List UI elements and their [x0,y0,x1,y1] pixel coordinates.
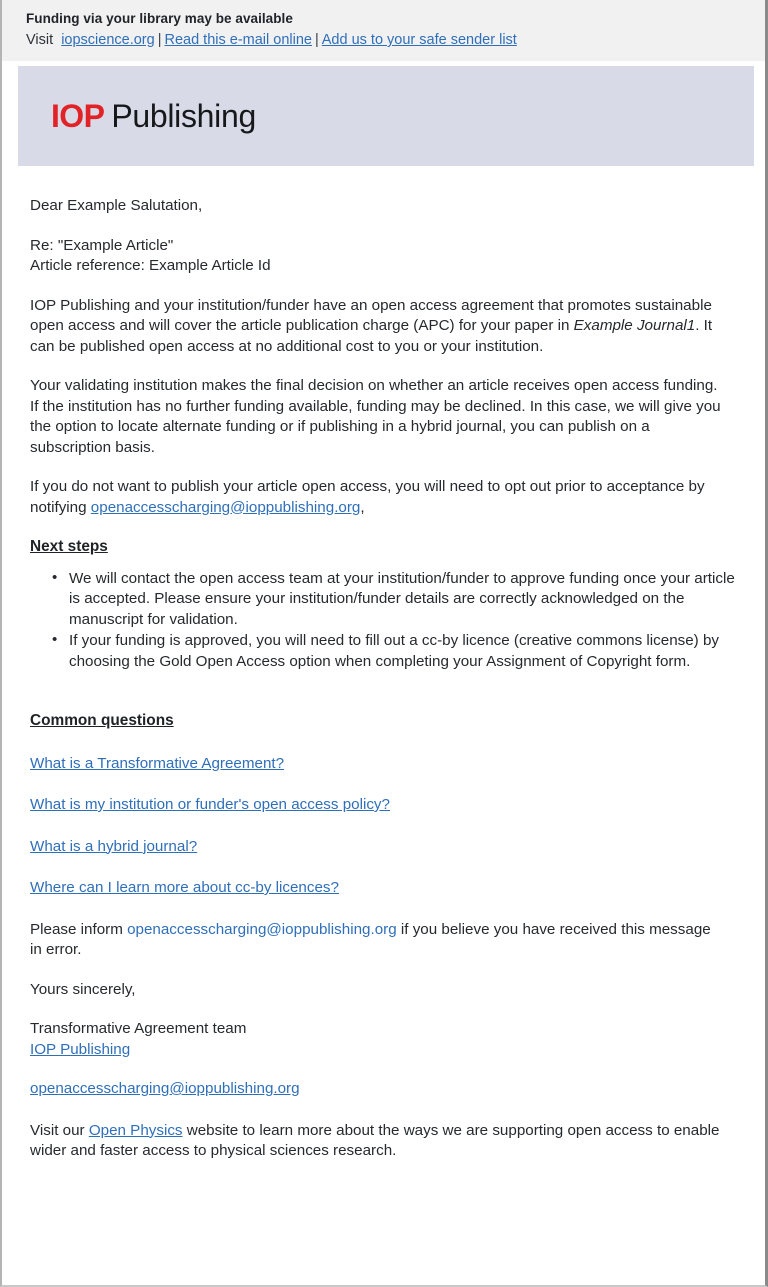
next-steps-list [30,569,741,673]
re-line: Re: "Example Article" [30,236,174,254]
question-link-hybrid-journal[interactable]: What is a hybrid journal? [30,837,198,855]
error-notice-email-link[interactable]: openaccesscharging@ioppublishing.org [127,920,397,938]
email-body [2,166,765,1162]
next-steps-heading: Next steps [30,538,108,555]
question-link-oa-policy[interactable]: What is my institution or funder's open access policy? [30,796,390,813]
logo-iop-text: IOP [51,98,105,134]
validating-institution-paragraph: Your validating institution makes the final decision on whether an article receives open access funding. If the institution has no further funding available, funding may be declined. In this case, we will give you the option to locate alternate funding or if publishing in a hybrid journal, you can publish on a subscription basis. [30,377,721,456]
logo-publishing-text: Publishing [111,98,256,134]
preheader-title: Funding via your library may be available [26,11,293,26]
footer-part1: Visit our [30,1121,89,1139]
footer-paragraph [30,1121,724,1162]
article-reference-line: Article reference: Example Article Id [30,257,271,274]
iop-publishing-link[interactable]: IOP Publishing [30,1040,131,1058]
common-questions-heading: Common questions [30,712,174,729]
opt-out-text-part2: , [360,498,365,516]
link-separator-2: | [314,32,319,48]
agreement-text-part2: . It can be published open access at no additional cost to you or your institution. [30,317,713,355]
preheader-link-row [26,30,765,50]
preheader-strip [2,0,765,61]
open-physics-link[interactable]: Open Physics [88,1121,183,1139]
journal-name: Example Journal1 [573,317,696,334]
error-notice-part2: if you believe you have received this message in error. [30,920,711,958]
iopscience-link[interactable]: iopscience.org [61,32,155,48]
salutation-line: Dear Example Salutation, [30,197,203,214]
safe-sender-link[interactable]: Add us to your safe sender list [321,32,517,48]
question-link-transformative-agreement[interactable]: What is a Transformative Agreement? [30,754,285,772]
agreement-paragraph [30,296,724,358]
footer-part2: website to learn more about the ways we are supporting open access to enable wider and faster access to physical sciences research. [30,1121,720,1159]
opt-out-paragraph [30,477,724,518]
agreement-text-part1: IOP Publishing and your institution/funder have an open access agreement that promotes sustainable open access and will cover the article publication charge (APC) for your paper in [30,296,712,334]
list-item: • If your funding is approved, you will need to fill out a cc-by licence (creative commons license) by choosing the Gold Open Access option when completing your Assignment of Copyright form. [69,631,741,672]
opt-out-text-part1: If you do not want to publish your article open access, you will need to opt out prior to acceptance by notifying [30,478,705,516]
question-link-ccby-licences[interactable]: Where can I learn more about cc-by licences? [30,879,339,896]
error-notice-part1: Please inform [30,920,128,938]
visit-label: Visit [26,32,54,48]
contact-email-link[interactable]: openaccesscharging@ioppublishing.org [30,1080,300,1097]
list-item: • We will contact the open access team at your institution/funder to approve funding once your article is accepted. Please ensure your institution/funder details are correctly acknowledged on the manuscript for validation. [69,569,741,631]
opt-out-email-link[interactable]: openaccesscharging@ioppublishing.org [90,498,361,516]
closing-line: Yours sincerely, [30,980,136,998]
masthead-banner [18,66,754,166]
iop-publishing-logo [51,99,256,133]
read-online-link[interactable]: Read this e-mail online [164,32,312,48]
team-name-line: Transformative Agreement team [30,1020,247,1037]
error-notice-paragraph [30,920,724,961]
link-separator-1: | [157,32,162,48]
